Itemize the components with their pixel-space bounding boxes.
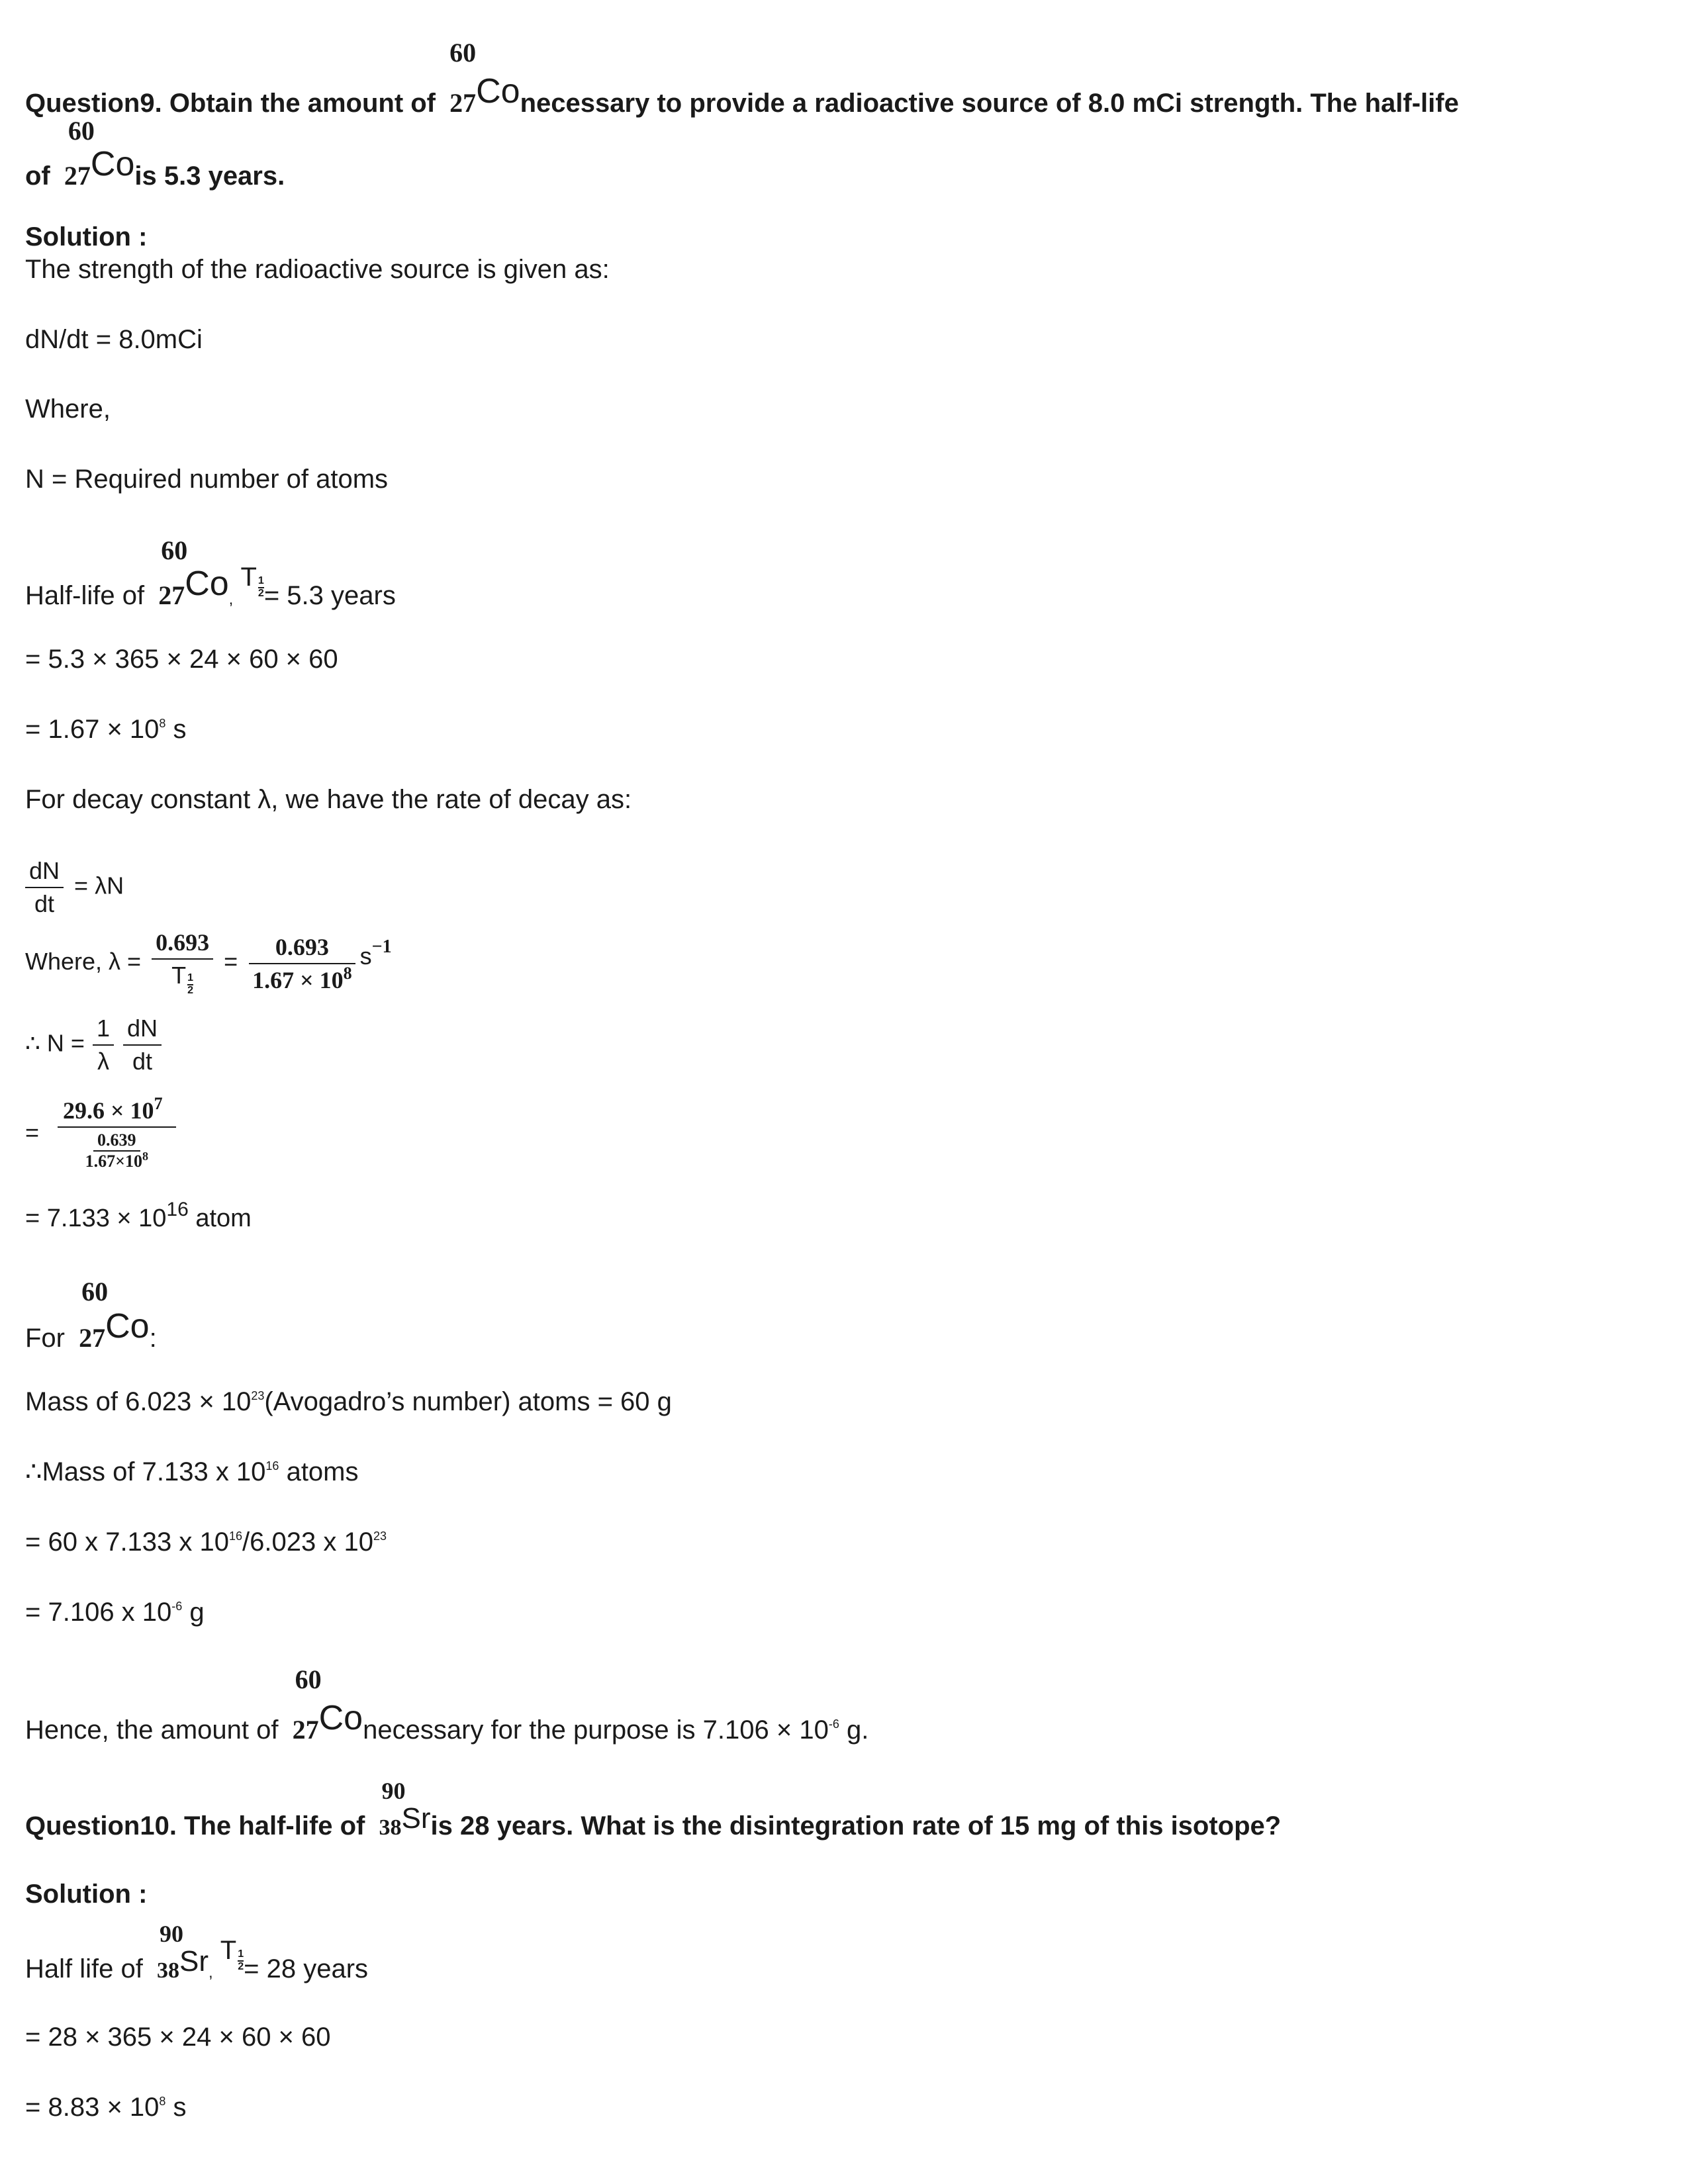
calc2-base: = 8.83 × 10 — [25, 2093, 160, 2122]
t-letter: T — [220, 1936, 237, 1965]
q9-conclusion — [25, 1664, 869, 1745]
for-label: For — [25, 1324, 65, 1353]
half-num: 1 — [187, 973, 193, 985]
unit-exp: −1 — [371, 936, 392, 958]
element-symbol: Sr — [401, 1802, 431, 1835]
atomic-number: 27 — [449, 88, 477, 118]
q9-solution-label: Solution : — [25, 222, 148, 251]
halflife-value: = 5.3 years — [263, 581, 396, 610]
comma: , — [228, 590, 234, 608]
lambda-fraction-2 — [248, 935, 356, 992]
q9-halflife-line — [25, 535, 396, 617]
den-base: 1.67 × 10 — [252, 966, 344, 993]
frac-den — [77, 1128, 156, 1170]
half-den: 2 — [187, 985, 194, 996]
sr90-nuclide — [156, 1921, 209, 1983]
calc2-exp: 8 — [159, 2095, 166, 2108]
sr90-nuclide — [379, 1778, 431, 1840]
hence-text-2: necessary for the purpose is 7.106 × 10 — [363, 1715, 829, 1745]
co60-nuclide — [292, 1664, 363, 1745]
t-half-symbol — [220, 1937, 244, 1972]
mass-number: 60 — [295, 1664, 322, 1694]
calc2-unit: s — [165, 715, 187, 744]
element-symbol: Co — [476, 72, 520, 111]
eq-n-result — [25, 1199, 252, 1232]
co60-nuclide — [449, 38, 520, 118]
q9-heading-line2 — [25, 116, 285, 191]
mass-number: 60 — [161, 535, 188, 565]
q9-text-where: Where, — [25, 394, 111, 424]
inner-fraction — [81, 1132, 152, 1170]
frac-den: dt — [132, 1048, 153, 1075]
atomic-number: 27 — [158, 580, 185, 610]
q9-mass-1 — [25, 1388, 672, 1415]
mass3-exp2: 23 — [373, 1529, 387, 1543]
comma: , — [208, 1964, 213, 1981]
q9-text-dndt: dN/dt = 8.0mCi — [25, 325, 203, 354]
mass-number: 60 — [81, 1277, 109, 1306]
hence-text: Hence, the amount of — [25, 1715, 279, 1745]
atomic-number: 27 — [64, 161, 91, 191]
mass4-base: = 7.106 x 10 — [25, 1598, 172, 1627]
q9-line2-text: is 5.3 years. — [134, 161, 285, 191]
co60-nuclide — [79, 1277, 150, 1353]
mass-number: 60 — [449, 38, 477, 68]
mass1-base: Mass of 6.023 × 10 — [25, 1387, 252, 1416]
frac-num: 0.693 — [249, 935, 355, 964]
eq-lambda — [25, 931, 392, 996]
q10-heading-text: Question10. The half-life of — [25, 1811, 365, 1841]
q9-calc-1: = 5.3 × 365 × 24 × 60 × 60 — [25, 645, 338, 674]
result-base: = 7.133 × 10 — [25, 1205, 167, 1232]
q9-mass-2 — [25, 1459, 359, 1485]
eq-lambda-lhs: Where, λ = — [25, 948, 142, 976]
q10-solution-label: Solution : — [25, 1880, 148, 1909]
hence-exp: -6 — [828, 1717, 839, 1731]
element-symbol: Co — [90, 145, 135, 183]
mass-number: 90 — [381, 1778, 406, 1804]
dndt-fraction — [123, 1017, 162, 1073]
atomic-number: 27 — [292, 1715, 319, 1745]
equals: = — [224, 948, 238, 976]
element-symbol: Co — [185, 565, 229, 603]
q9-mass-3 — [25, 1529, 387, 1555]
q9-line2-of: of — [25, 161, 50, 191]
q10-heading — [25, 1778, 1282, 1841]
halflife-label: Half life of — [25, 1954, 143, 1983]
element-symbol: Co — [318, 1699, 363, 1737]
num-base: 29.6 × 10 — [63, 1097, 154, 1124]
frac-num: dN — [25, 859, 64, 888]
mass3-exp1: 16 — [229, 1529, 243, 1543]
eq-n-lhs: ∴ N = — [25, 1029, 85, 1057]
half-fraction — [187, 973, 193, 996]
t-letter: T — [240, 563, 257, 592]
calc2-unit: s — [165, 2093, 187, 2122]
half-den: 2 — [258, 588, 264, 599]
inv-lambda-fraction — [93, 1017, 114, 1073]
result-unit: atom — [188, 1205, 252, 1232]
q9-mass-4 — [25, 1599, 205, 1625]
unit-s — [359, 936, 392, 970]
halflife-value: = 28 years — [244, 1954, 369, 1983]
mass4-exp: -6 — [171, 1600, 183, 1613]
calc2-exp: 8 — [159, 717, 166, 730]
frac-den: λ — [97, 1048, 109, 1075]
half-den: 2 — [238, 1961, 244, 1972]
mass3-a: = 60 x 7.133 x 10 — [25, 1527, 230, 1557]
frac-num: 1 — [93, 1017, 114, 1046]
co60-nuclide — [64, 116, 135, 191]
half-num: 1 — [238, 1949, 244, 1962]
q9-decay-text: For decay constant λ, we have the rate of decay as: — [25, 785, 632, 814]
q10-calc-2 — [25, 2094, 187, 2120]
eq-rate-rhs: = λN — [74, 872, 124, 899]
equals: = — [25, 1118, 40, 1146]
t-half-symbol — [240, 564, 263, 599]
hence-unit: g. — [839, 1715, 869, 1745]
den-exp: 8 — [343, 963, 352, 983]
inner-den-exp: 8 — [142, 1150, 148, 1163]
half-num: 1 — [258, 576, 264, 588]
q10-halflife-line — [25, 1921, 369, 1991]
mass1-exp: 23 — [251, 1389, 265, 1402]
mass4-unit: g — [182, 1598, 205, 1627]
q9-calc-2 — [25, 716, 187, 743]
atomic-number: 38 — [156, 1958, 179, 1983]
t-letter: T — [171, 962, 187, 989]
q10-heading-text-2: is 28 years. What is the disintegration rate of 15 mg of this isotope? — [430, 1811, 1282, 1841]
mass-number: 90 — [159, 1921, 183, 1947]
mass2-text: atoms — [279, 1457, 359, 1486]
q9-text-n-def: N = Required number of atoms — [25, 465, 389, 494]
q9-for-line — [25, 1277, 157, 1353]
n-fraction — [58, 1094, 176, 1171]
half-fraction — [238, 1949, 244, 1972]
frac-den: dt — [34, 890, 55, 917]
t-half-symbol — [171, 964, 193, 996]
frac-num: dN — [123, 1017, 162, 1046]
mass-number: 60 — [68, 116, 95, 146]
element-symbol: Co — [105, 1307, 150, 1345]
frac-num: 0.693 — [152, 931, 213, 960]
unit-letter: s — [359, 942, 372, 970]
half-fraction — [258, 576, 264, 599]
colon: : — [149, 1324, 157, 1353]
q10-calc-1: = 28 × 365 × 24 × 60 × 60 — [25, 2023, 331, 2052]
lambda-fraction-1 — [152, 931, 213, 996]
frac-den — [167, 960, 197, 996]
inner-den-base: 1.67×10 — [85, 1152, 142, 1171]
mass2-exp: 16 — [265, 1459, 279, 1473]
eq-rate — [25, 859, 124, 916]
element-symbol: Sr — [179, 1945, 209, 1978]
frac-den — [248, 964, 356, 992]
num-exp: 7 — [154, 1094, 163, 1113]
q9-heading — [25, 38, 1459, 118]
atomic-number: 38 — [379, 1815, 402, 1840]
calc2-base: = 1.67 × 10 — [25, 715, 160, 744]
q9-heading-text: Question9. Obtain the amount of — [25, 89, 436, 118]
inner-num: 0.639 — [93, 1132, 140, 1152]
mass2-base: ∴Mass of 7.133 x 10 — [25, 1457, 266, 1486]
q9-heading-text-2: necessary to provide a radioactive source of 8.0 mCi strength. The half-life — [520, 89, 1459, 118]
halflife-label: Half-life of — [25, 581, 145, 610]
dndt-fraction — [25, 859, 64, 916]
eq-n-value — [25, 1094, 180, 1171]
co60-nuclide — [158, 535, 229, 610]
result-exp: 16 — [166, 1199, 189, 1220]
q9-text-strength: The strength of the radioactive source is given as: — [25, 255, 610, 284]
mass3-b: /6.023 x 10 — [242, 1527, 373, 1557]
atomic-number: 27 — [79, 1323, 106, 1353]
mass1-text: (Avogadro’s number) atoms = 60 g — [264, 1387, 672, 1416]
eq-n — [25, 1017, 163, 1073]
